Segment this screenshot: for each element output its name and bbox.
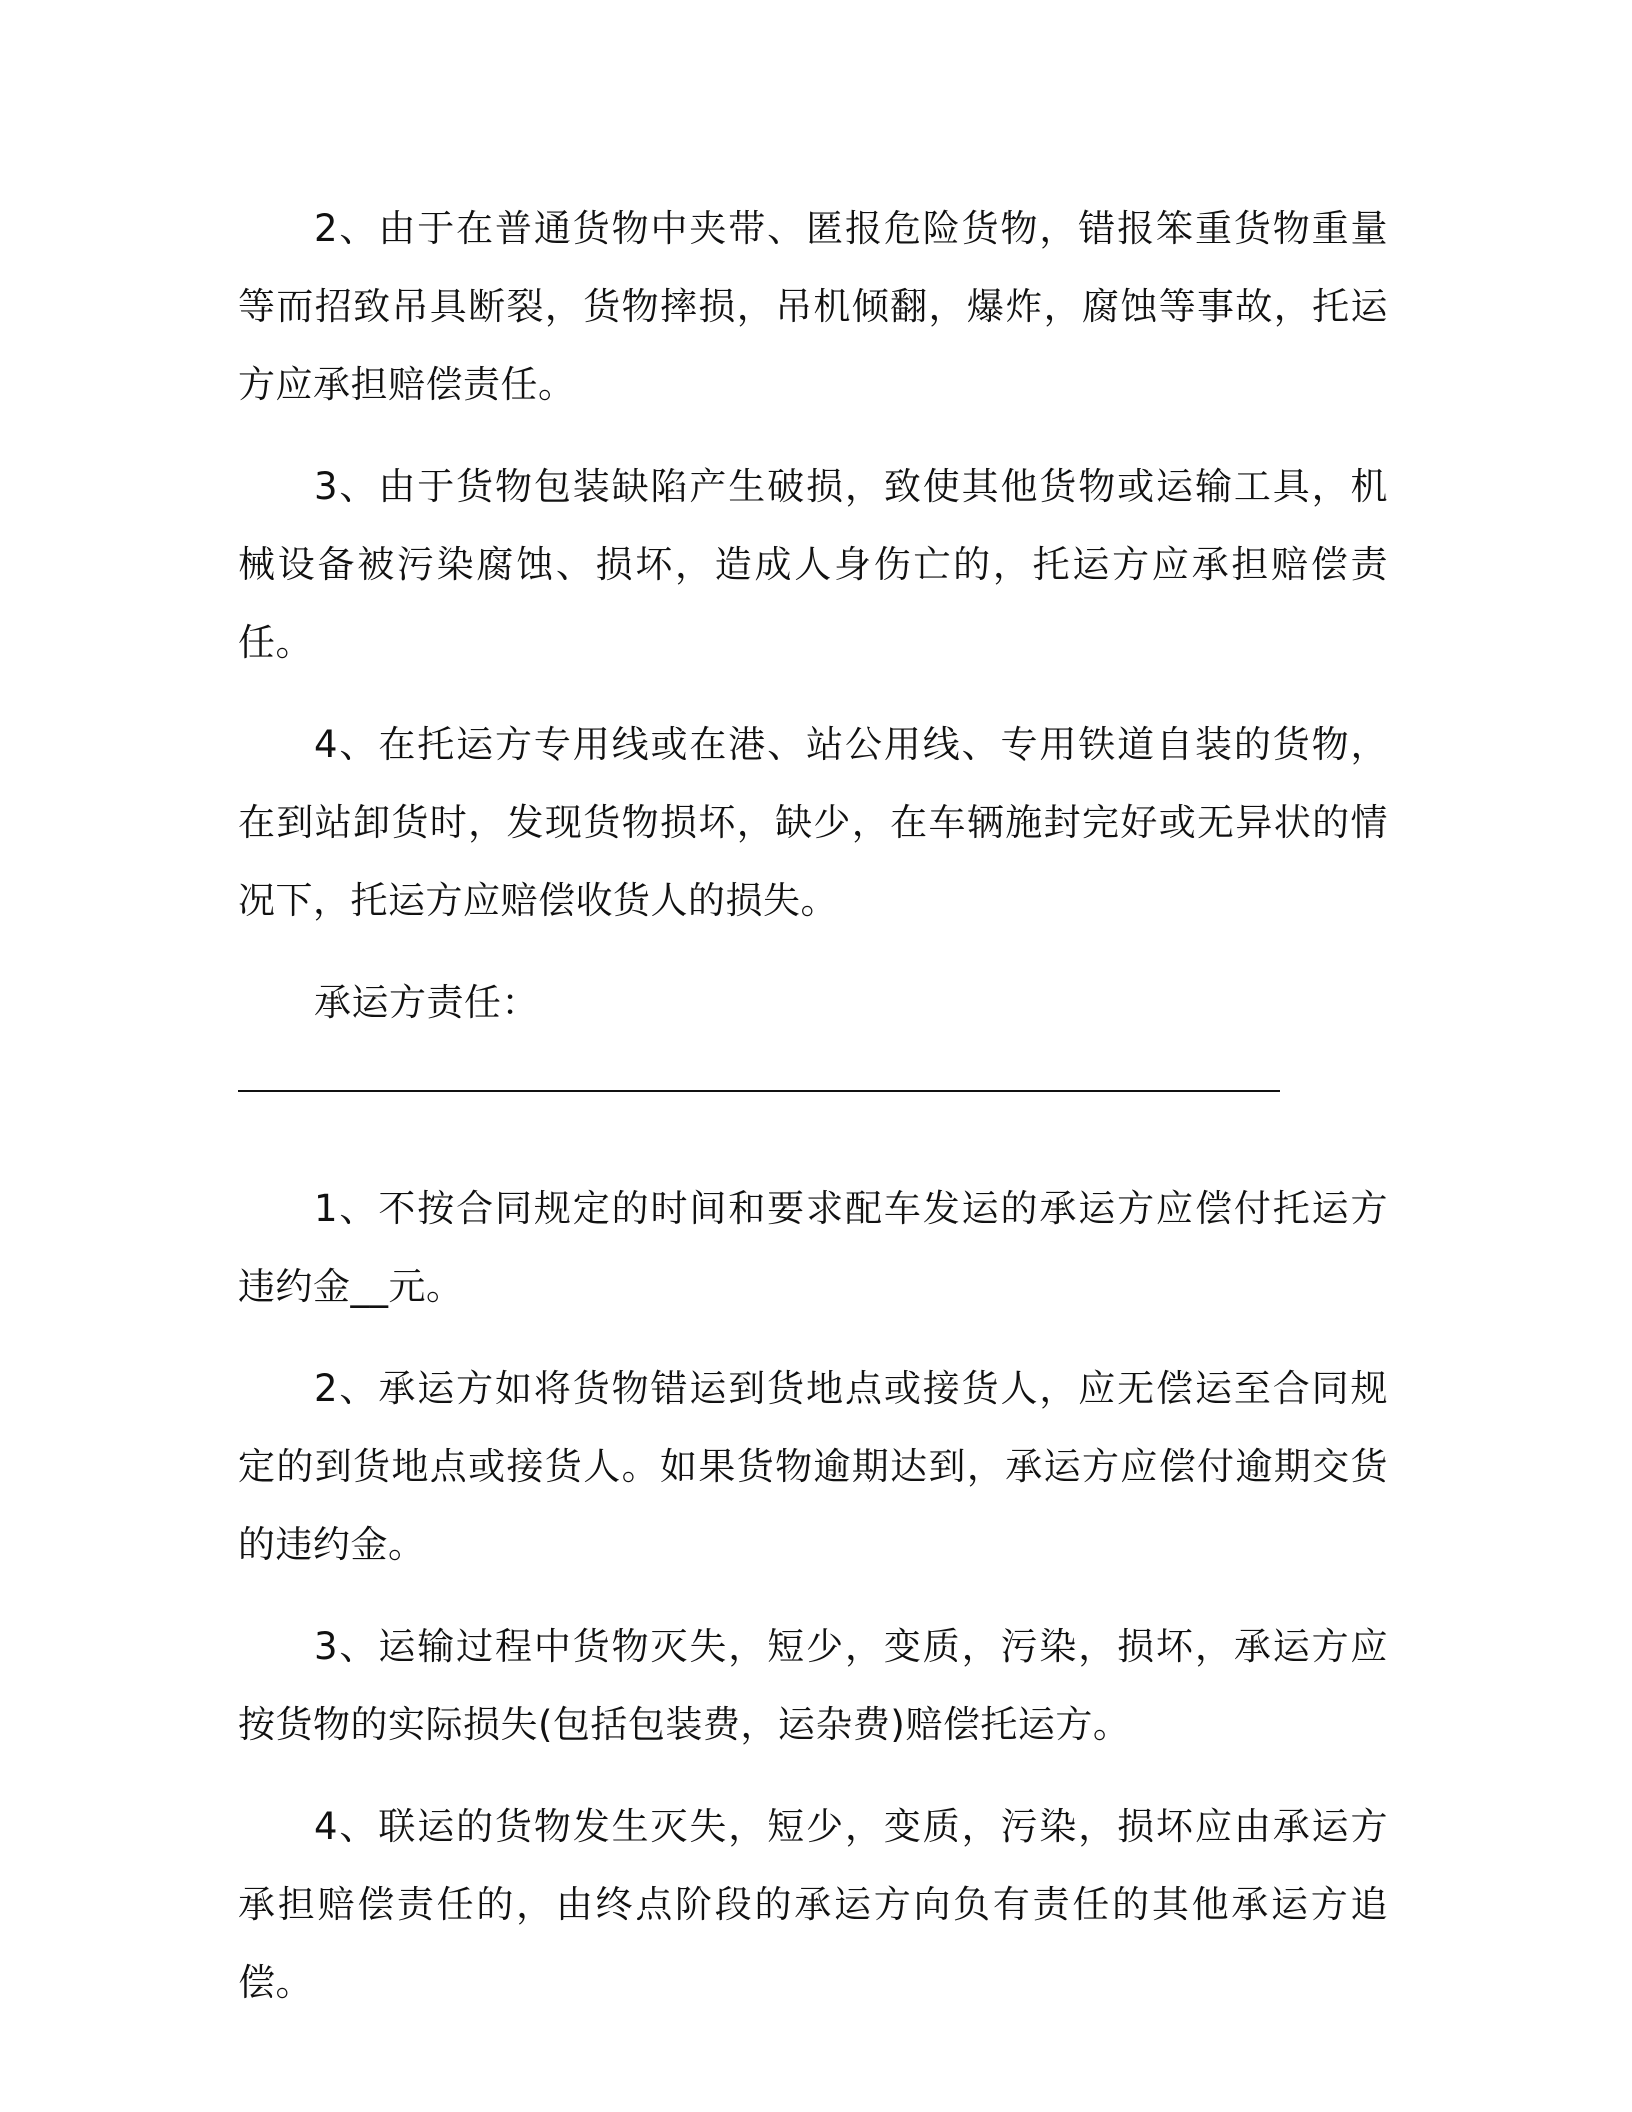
- carrier-liability-item-3: 3、运输过程中货物灭失，短少，变质，污染，损坏，承运方应按货物的实际损失(包括包装费，运杂费)赔偿托运方。: [238, 1625, 1388, 1746]
- shipper-liability-item-2: 2、由于在普通货物中夹带、匿报危险货物，错报笨重货物重量等而招致吊具断裂，货物摔损，吊机倾翻，爆炸，腐蚀等事故，托运方应承担赔偿责任。: [238, 207, 1388, 406]
- document-page: [238, 190, 1388, 2022]
- carrier-liability-item-4: 4、联运的货物发生灭失，短少，变质，污染，损坏应由承运方承担赔偿责任的，由终点阶段的承运方向负有责任的其他承运方追偿。: [238, 1805, 1388, 2004]
- carrier-liability-item-2: 2、承运方如将货物错运到货地点或接货人，应无偿运至合同规定的到货地点或接货人。如果货物逾期达到，承运方应偿付逾期交货的违约金。: [238, 1367, 1388, 1566]
- carrier-liability-heading: 承运方责任：: [314, 981, 539, 1024]
- shipper-liability-item-4: 4、在托运方专用线或在港、站公用线、专用铁道自装的货物，在到站卸货时，发现货物损坏，缺少，在车辆施封完好或无异状的情况下，托运方应赔偿收货人的损失。: [238, 723, 1388, 922]
- fill-in-blank-line: [238, 1042, 1388, 1108]
- shipper-liability-item-3: 3、由于货物包装缺陷产生破损，致使其他货物或运输工具，机械设备被污染腐蚀、损坏，造成人身伤亡的，托运方应承担赔偿责任。: [238, 465, 1388, 664]
- carrier-liability-item-1: 1、不按合同规定的时间和要求配车发运的承运方应偿付托运方违约金__元。: [238, 1187, 1388, 1308]
- blank-underline: [238, 1090, 1280, 1092]
